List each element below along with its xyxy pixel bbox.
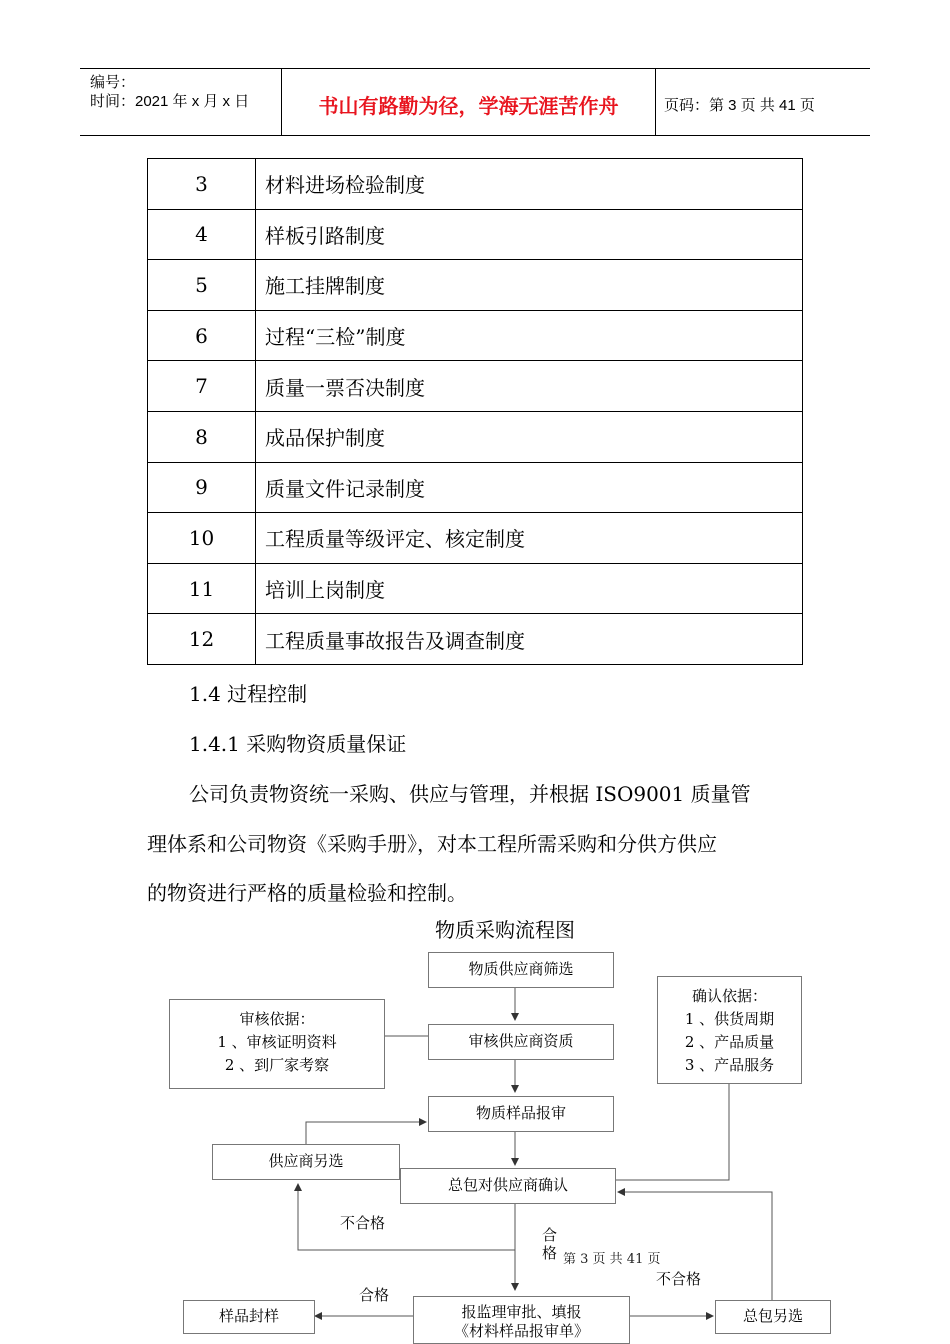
label-fail-right: 不合格 [656,1270,702,1288]
time-label: 时间：2021 年 x 月 x 日 [90,93,250,110]
box-alt-supplier: 供应商另选 [212,1144,400,1180]
body-line-2: 理体系和公司物资《采购手册》，对本工程所需采购和分供方供应 [147,832,717,856]
report-line-1: 报监理审批、填报 [461,1303,582,1321]
section-heading: 1.4 过程控制 [189,682,308,706]
row-regulation-name: 工程质量等级评定、核定制度 [256,513,803,564]
row-regulation-name: 工程质量事故报告及调查制度 [256,614,803,665]
label-pass-char-1: 合 [542,1226,558,1244]
confirm-basis-item-1: 1 、供货周期 [684,1010,775,1028]
body-line-3: 的物资进行严格的质量检验和控制。 [147,881,467,905]
row-number: 9 [148,462,256,513]
box-supervisor-report [413,1296,630,1344]
box-sample-report: 物质样品报审 [428,1096,614,1132]
serial-label: 编号： [90,74,136,91]
row-regulation-name: 施工挂牌制度 [256,260,803,311]
box-contractor-confirm: 总包对供应商确认 [400,1168,616,1204]
audit-basis-title: 审核依据： [239,1010,315,1028]
audit-basis-item-1: 1 、审核证明资料 [217,1033,337,1051]
header-motto: 书山有路勤为径，学海无涯苦作舟 [318,94,619,118]
row-number: 10 [148,513,256,564]
body-line-1: 公司负责物资统一采购、供应与管理，并根据 ISO9001 质量管 [189,782,751,806]
footer-page-number: 第 3 页 共 41 页 [563,1252,661,1267]
box-audit-basis [169,999,385,1089]
row-regulation-name: 质量一票否决制度 [256,361,803,412]
page-number-label: 页码：第 3 页 共 41 页 [664,97,815,114]
row-number: 11 [148,563,256,614]
row-number: 5 [148,260,256,311]
confirm-basis-title: 确认依据： [691,987,767,1005]
label-pass-left: 合格 [359,1286,390,1304]
confirm-basis-item-3: 3 、产品服务 [684,1056,775,1074]
row-number: 6 [148,310,256,361]
confirm-basis-item-2: 2 、产品质量 [684,1033,775,1051]
row-regulation-name: 过程“三检”制度 [256,310,803,361]
row-regulation-name: 质量文件记录制度 [256,462,803,513]
link-confirm-basis [616,1084,729,1180]
label-fail-left: 不合格 [340,1214,386,1232]
row-number: 8 [148,411,256,462]
box-audit-qualification: 审核供应商资质 [428,1024,614,1060]
row-regulation-name: 材料进场检验制度 [256,159,803,210]
box-sample-seal: 样品封样 [183,1300,315,1334]
box-confirm-basis [657,976,802,1084]
row-number: 3 [148,159,256,210]
audit-basis-item-2: 2 、到厂家考察 [224,1056,330,1074]
flowchart-title: 物质采购流程图 [435,918,575,942]
arrow-alt-to-sample [306,1122,426,1144]
row-regulation-name: 样板引路制度 [256,209,803,260]
row-number: 12 [148,614,256,665]
row-regulation-name: 培训上岗制度 [256,563,803,614]
row-regulation-name: 成品保护制度 [256,411,803,462]
box-alt-contractor: 总包另选 [715,1300,831,1334]
box-supplier-screening: 物质供应商筛选 [428,952,614,988]
label-pass-char-2: 格 [542,1244,558,1262]
subsection-heading: 1.4.1 采购物资质量保证 [189,732,407,756]
report-line-2: 《材料样品报审单》 [453,1322,589,1340]
row-number: 4 [148,209,256,260]
row-number: 7 [148,361,256,412]
